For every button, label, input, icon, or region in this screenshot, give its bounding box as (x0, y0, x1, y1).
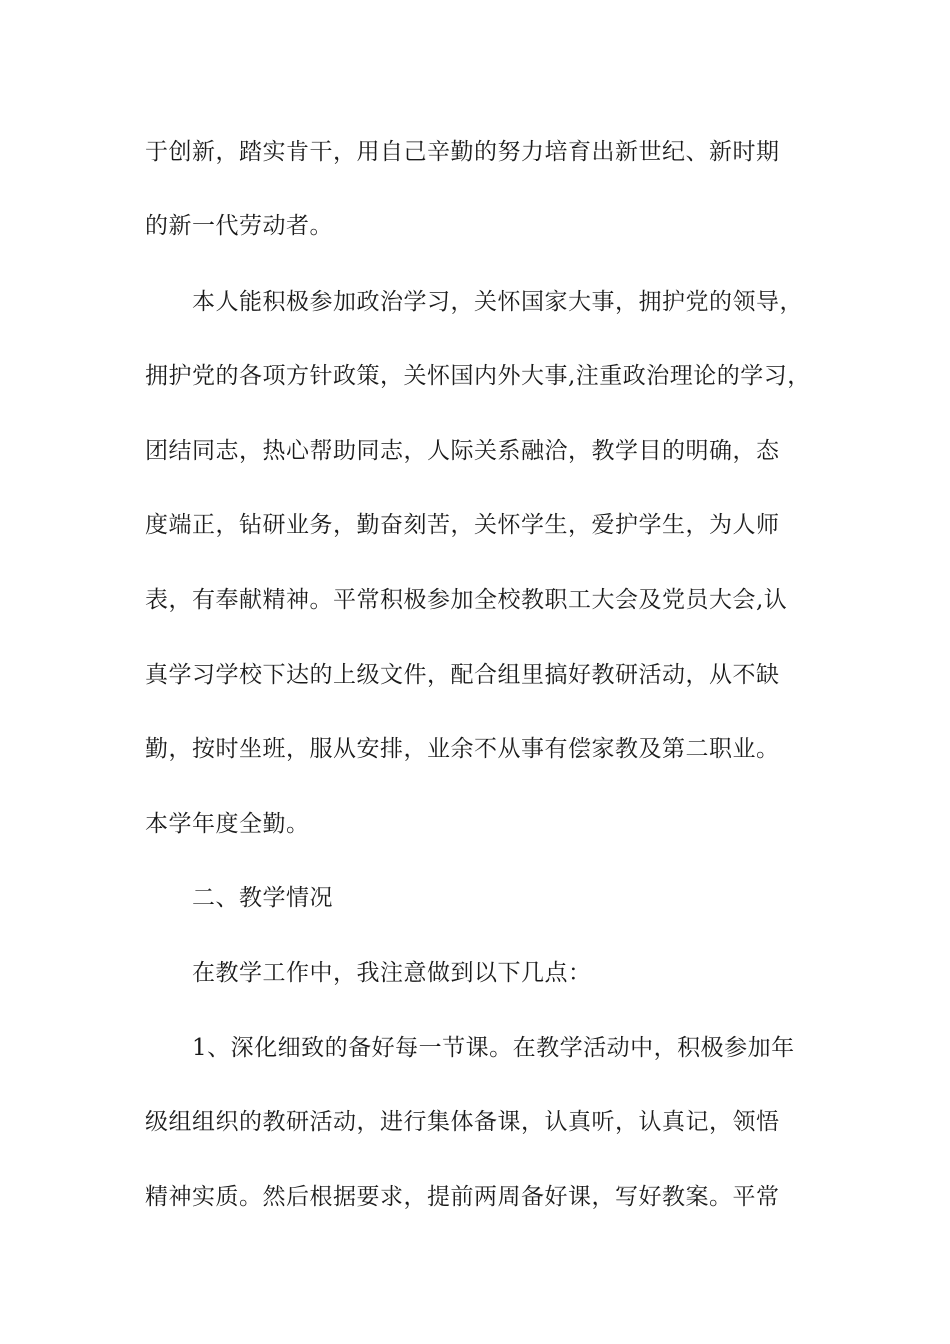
paragraph-political-start: 本人能积极参加政治学习，关怀国家大事，拥护党的领导， (192, 289, 803, 315)
text-line-10: 本学年度全勤。 (145, 811, 310, 837)
text-line-9: 勤，按时坐班，服从安排，业余不从事有偿家教及第二职业。 (145, 736, 780, 762)
text-line-6: 度端正，钻研业务，勤奋刻苦，关怀学生，爱护学生，为人师 (145, 512, 780, 538)
text-line-15: 精神实质。然后根据要求，提前两周备好课，写好教案。平常 (145, 1184, 780, 1210)
text-line-7: 表，有奉献精神。平常积极参加全校教职工大会及党员大会,认 (145, 587, 788, 613)
section-heading-teaching: 二、教学情况 (192, 885, 333, 911)
text-line-8: 真学习学校下达的上级文件，配合组里搞好教研活动，从不缺 (145, 662, 780, 688)
text-line-4: 拥护党的各项方针政策，关怀国内外大事,注重政治理论的学习， (145, 363, 811, 389)
paragraph-point-1-start: 1、深化细致的备好每一节课。在教学活动中，积极参加年 (192, 1035, 795, 1061)
text-line-2: 的新一代劳动者。 (145, 213, 333, 239)
paragraph-teaching-intro: 在教学工作中，我注意做到以下几点： (192, 960, 592, 986)
text-line-14: 级组组织的教研活动，进行集体备课，认真听，认真记，领悟 (145, 1109, 780, 1135)
text-line-5: 团结同志，热心帮助同志，人际关系融洽，教学目的明确，态 (145, 438, 780, 464)
text-line-1: 于创新，踏实肯干，用自己辛勤的努力培育出新世纪、新时期 (145, 139, 780, 165)
